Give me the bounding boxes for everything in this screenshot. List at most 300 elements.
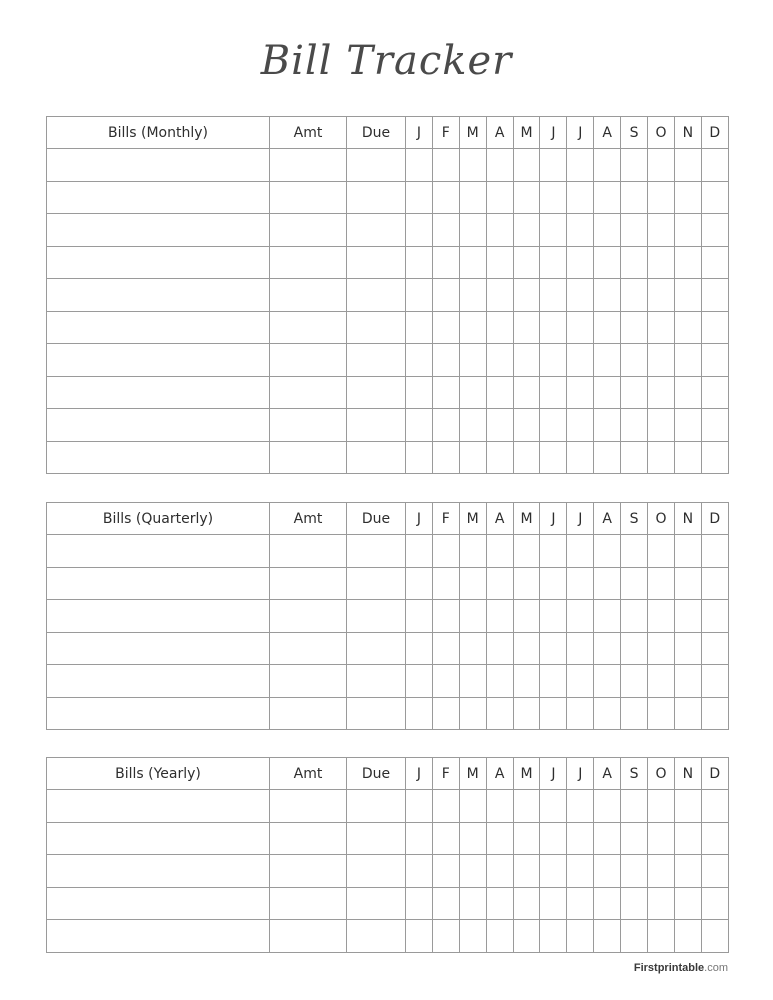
month-check-cell[interactable] <box>648 567 675 600</box>
month-check-cell[interactable] <box>701 214 728 247</box>
month-check-cell[interactable] <box>648 214 675 247</box>
month-check-cell[interactable] <box>648 149 675 182</box>
month-check-cell[interactable] <box>406 441 433 474</box>
month-check-cell[interactable] <box>459 887 486 920</box>
month-check-cell[interactable] <box>486 535 513 568</box>
month-check-cell[interactable] <box>540 920 567 953</box>
bill-name-cell[interactable] <box>47 441 270 474</box>
month-check-cell[interactable] <box>701 567 728 600</box>
month-check-cell[interactable] <box>459 376 486 409</box>
month-check-cell[interactable] <box>513 600 540 633</box>
month-check-cell[interactable] <box>432 214 459 247</box>
month-check-cell[interactable] <box>621 920 648 953</box>
month-check-cell[interactable] <box>459 409 486 442</box>
month-check-cell[interactable] <box>432 246 459 279</box>
amount-cell[interactable] <box>270 214 347 247</box>
amount-cell[interactable] <box>270 441 347 474</box>
amount-cell[interactable] <box>270 665 347 698</box>
month-check-cell[interactable] <box>513 214 540 247</box>
month-check-cell[interactable] <box>406 409 433 442</box>
month-check-cell[interactable] <box>406 567 433 600</box>
amount-cell[interactable] <box>270 567 347 600</box>
month-check-cell[interactable] <box>567 214 594 247</box>
month-check-cell[interactable] <box>406 311 433 344</box>
month-check-cell[interactable] <box>540 855 567 888</box>
month-check-cell[interactable] <box>674 567 701 600</box>
month-check-cell[interactable] <box>406 246 433 279</box>
due-date-cell[interactable] <box>347 632 406 665</box>
month-check-cell[interactable] <box>432 409 459 442</box>
month-check-cell[interactable] <box>648 665 675 698</box>
bill-name-cell[interactable] <box>47 149 270 182</box>
amount-cell[interactable] <box>270 409 347 442</box>
month-check-cell[interactable] <box>567 790 594 823</box>
month-check-cell[interactable] <box>540 149 567 182</box>
month-check-cell[interactable] <box>513 376 540 409</box>
month-check-cell[interactable] <box>621 409 648 442</box>
month-check-cell[interactable] <box>486 920 513 953</box>
due-date-cell[interactable] <box>347 665 406 698</box>
month-check-cell[interactable] <box>674 181 701 214</box>
month-check-cell[interactable] <box>540 567 567 600</box>
amount-cell[interactable] <box>270 822 347 855</box>
month-check-cell[interactable] <box>648 376 675 409</box>
month-check-cell[interactable] <box>648 311 675 344</box>
bill-name-cell[interactable] <box>47 920 270 953</box>
month-check-cell[interactable] <box>674 822 701 855</box>
month-check-cell[interactable] <box>621 567 648 600</box>
month-check-cell[interactable] <box>540 887 567 920</box>
month-check-cell[interactable] <box>406 920 433 953</box>
month-check-cell[interactable] <box>513 409 540 442</box>
month-check-cell[interactable] <box>594 311 621 344</box>
month-check-cell[interactable] <box>459 441 486 474</box>
month-check-cell[interactable] <box>621 214 648 247</box>
month-check-cell[interactable] <box>674 887 701 920</box>
month-check-cell[interactable] <box>674 665 701 698</box>
due-date-cell[interactable] <box>347 214 406 247</box>
month-check-cell[interactable] <box>594 790 621 823</box>
month-check-cell[interactable] <box>701 920 728 953</box>
month-check-cell[interactable] <box>459 344 486 377</box>
bill-name-cell[interactable] <box>47 887 270 920</box>
bill-name-cell[interactable] <box>47 311 270 344</box>
month-check-cell[interactable] <box>648 822 675 855</box>
month-check-cell[interactable] <box>432 535 459 568</box>
month-check-cell[interactable] <box>674 535 701 568</box>
month-check-cell[interactable] <box>594 279 621 312</box>
month-check-cell[interactable] <box>486 665 513 698</box>
month-check-cell[interactable] <box>567 822 594 855</box>
month-check-cell[interactable] <box>406 214 433 247</box>
month-check-cell[interactable] <box>513 441 540 474</box>
month-check-cell[interactable] <box>432 920 459 953</box>
month-check-cell[interactable] <box>648 441 675 474</box>
month-check-cell[interactable] <box>540 376 567 409</box>
month-check-cell[interactable] <box>513 855 540 888</box>
month-check-cell[interactable] <box>701 697 728 730</box>
month-check-cell[interactable] <box>648 790 675 823</box>
month-check-cell[interactable] <box>540 181 567 214</box>
month-check-cell[interactable] <box>621 311 648 344</box>
month-check-cell[interactable] <box>701 600 728 633</box>
month-check-cell[interactable] <box>621 246 648 279</box>
month-check-cell[interactable] <box>701 632 728 665</box>
month-check-cell[interactable] <box>594 822 621 855</box>
month-check-cell[interactable] <box>594 632 621 665</box>
month-check-cell[interactable] <box>513 181 540 214</box>
due-date-cell[interactable] <box>347 181 406 214</box>
month-check-cell[interactable] <box>406 376 433 409</box>
amount-cell[interactable] <box>270 311 347 344</box>
month-check-cell[interactable] <box>648 409 675 442</box>
month-check-cell[interactable] <box>621 600 648 633</box>
month-check-cell[interactable] <box>567 665 594 698</box>
month-check-cell[interactable] <box>513 344 540 377</box>
month-check-cell[interactable] <box>432 822 459 855</box>
month-check-cell[interactable] <box>567 376 594 409</box>
month-check-cell[interactable] <box>459 665 486 698</box>
month-check-cell[interactable] <box>648 344 675 377</box>
due-date-cell[interactable] <box>347 279 406 312</box>
amount-cell[interactable] <box>270 535 347 568</box>
month-check-cell[interactable] <box>406 887 433 920</box>
month-check-cell[interactable] <box>540 665 567 698</box>
month-check-cell[interactable] <box>567 279 594 312</box>
month-check-cell[interactable] <box>594 344 621 377</box>
due-date-cell[interactable] <box>347 600 406 633</box>
month-check-cell[interactable] <box>621 855 648 888</box>
month-check-cell[interactable] <box>486 181 513 214</box>
month-check-cell[interactable] <box>486 376 513 409</box>
month-check-cell[interactable] <box>674 920 701 953</box>
bill-name-cell[interactable] <box>47 535 270 568</box>
month-check-cell[interactable] <box>406 697 433 730</box>
month-check-cell[interactable] <box>432 887 459 920</box>
month-check-cell[interactable] <box>701 311 728 344</box>
month-check-cell[interactable] <box>621 665 648 698</box>
month-check-cell[interactable] <box>594 697 621 730</box>
amount-cell[interactable] <box>270 920 347 953</box>
month-check-cell[interactable] <box>594 376 621 409</box>
month-check-cell[interactable] <box>459 535 486 568</box>
due-date-cell[interactable] <box>347 790 406 823</box>
month-check-cell[interactable] <box>406 632 433 665</box>
month-check-cell[interactable] <box>486 409 513 442</box>
month-check-cell[interactable] <box>594 535 621 568</box>
month-check-cell[interactable] <box>406 600 433 633</box>
month-check-cell[interactable] <box>621 697 648 730</box>
due-date-cell[interactable] <box>347 697 406 730</box>
due-date-cell[interactable] <box>347 855 406 888</box>
month-check-cell[interactable] <box>567 887 594 920</box>
month-check-cell[interactable] <box>567 697 594 730</box>
amount-cell[interactable] <box>270 697 347 730</box>
month-check-cell[interactable] <box>621 790 648 823</box>
month-check-cell[interactable] <box>432 311 459 344</box>
month-check-cell[interactable] <box>594 441 621 474</box>
month-check-cell[interactable] <box>567 181 594 214</box>
month-check-cell[interactable] <box>513 697 540 730</box>
month-check-cell[interactable] <box>594 214 621 247</box>
due-date-cell[interactable] <box>347 535 406 568</box>
month-check-cell[interactable] <box>486 632 513 665</box>
month-check-cell[interactable] <box>594 920 621 953</box>
month-check-cell[interactable] <box>674 214 701 247</box>
month-check-cell[interactable] <box>567 441 594 474</box>
month-check-cell[interactable] <box>701 279 728 312</box>
month-check-cell[interactable] <box>513 790 540 823</box>
month-check-cell[interactable] <box>459 822 486 855</box>
month-check-cell[interactable] <box>513 279 540 312</box>
bill-name-cell[interactable] <box>47 246 270 279</box>
bill-name-cell[interactable] <box>47 567 270 600</box>
month-check-cell[interactable] <box>567 311 594 344</box>
amount-cell[interactable] <box>270 344 347 377</box>
due-date-cell[interactable] <box>347 920 406 953</box>
month-check-cell[interactable] <box>567 409 594 442</box>
month-check-cell[interactable] <box>513 632 540 665</box>
month-check-cell[interactable] <box>432 665 459 698</box>
month-check-cell[interactable] <box>567 149 594 182</box>
month-check-cell[interactable] <box>567 632 594 665</box>
month-check-cell[interactable] <box>486 246 513 279</box>
month-check-cell[interactable] <box>432 344 459 377</box>
month-check-cell[interactable] <box>406 535 433 568</box>
month-check-cell[interactable] <box>701 665 728 698</box>
due-date-cell[interactable] <box>347 246 406 279</box>
due-date-cell[interactable] <box>347 344 406 377</box>
month-check-cell[interactable] <box>701 790 728 823</box>
month-check-cell[interactable] <box>540 600 567 633</box>
month-check-cell[interactable] <box>674 311 701 344</box>
month-check-cell[interactable] <box>432 855 459 888</box>
month-check-cell[interactable] <box>540 535 567 568</box>
amount-cell[interactable] <box>270 855 347 888</box>
month-check-cell[interactable] <box>701 149 728 182</box>
month-check-cell[interactable] <box>621 279 648 312</box>
bill-name-cell[interactable] <box>47 697 270 730</box>
month-check-cell[interactable] <box>406 149 433 182</box>
month-check-cell[interactable] <box>648 855 675 888</box>
bill-name-cell[interactable] <box>47 632 270 665</box>
month-check-cell[interactable] <box>648 920 675 953</box>
month-check-cell[interactable] <box>459 311 486 344</box>
month-check-cell[interactable] <box>459 149 486 182</box>
month-check-cell[interactable] <box>486 822 513 855</box>
month-check-cell[interactable] <box>432 600 459 633</box>
month-check-cell[interactable] <box>701 344 728 377</box>
month-check-cell[interactable] <box>540 214 567 247</box>
month-check-cell[interactable] <box>674 855 701 888</box>
due-date-cell[interactable] <box>347 887 406 920</box>
month-check-cell[interactable] <box>567 567 594 600</box>
month-check-cell[interactable] <box>701 181 728 214</box>
amount-cell[interactable] <box>270 181 347 214</box>
month-check-cell[interactable] <box>621 441 648 474</box>
month-check-cell[interactable] <box>432 790 459 823</box>
month-check-cell[interactable] <box>674 409 701 442</box>
due-date-cell[interactable] <box>347 409 406 442</box>
month-check-cell[interactable] <box>459 920 486 953</box>
month-check-cell[interactable] <box>540 441 567 474</box>
month-check-cell[interactable] <box>701 535 728 568</box>
month-check-cell[interactable] <box>648 632 675 665</box>
month-check-cell[interactable] <box>486 279 513 312</box>
month-check-cell[interactable] <box>674 600 701 633</box>
bill-name-cell[interactable] <box>47 376 270 409</box>
month-check-cell[interactable] <box>621 535 648 568</box>
month-check-cell[interactable] <box>621 149 648 182</box>
month-check-cell[interactable] <box>513 246 540 279</box>
due-date-cell[interactable] <box>347 311 406 344</box>
month-check-cell[interactable] <box>540 409 567 442</box>
month-check-cell[interactable] <box>459 697 486 730</box>
bill-name-cell[interactable] <box>47 600 270 633</box>
month-check-cell[interactable] <box>567 344 594 377</box>
month-check-cell[interactable] <box>486 149 513 182</box>
amount-cell[interactable] <box>270 279 347 312</box>
month-check-cell[interactable] <box>406 790 433 823</box>
month-check-cell[interactable] <box>621 632 648 665</box>
bill-name-cell[interactable] <box>47 665 270 698</box>
month-check-cell[interactable] <box>701 441 728 474</box>
month-check-cell[interactable] <box>486 214 513 247</box>
month-check-cell[interactable] <box>513 567 540 600</box>
month-check-cell[interactable] <box>621 181 648 214</box>
month-check-cell[interactable] <box>567 920 594 953</box>
month-check-cell[interactable] <box>459 600 486 633</box>
month-check-cell[interactable] <box>674 376 701 409</box>
month-check-cell[interactable] <box>567 246 594 279</box>
month-check-cell[interactable] <box>594 665 621 698</box>
month-check-cell[interactable] <box>513 535 540 568</box>
month-check-cell[interactable] <box>459 181 486 214</box>
month-check-cell[interactable] <box>621 376 648 409</box>
month-check-cell[interactable] <box>513 311 540 344</box>
bill-name-cell[interactable] <box>47 214 270 247</box>
month-check-cell[interactable] <box>567 855 594 888</box>
month-check-cell[interactable] <box>701 822 728 855</box>
month-check-cell[interactable] <box>432 181 459 214</box>
month-check-cell[interactable] <box>432 697 459 730</box>
amount-cell[interactable] <box>270 246 347 279</box>
month-check-cell[interactable] <box>406 181 433 214</box>
month-check-cell[interactable] <box>459 279 486 312</box>
month-check-cell[interactable] <box>486 855 513 888</box>
bill-name-cell[interactable] <box>47 279 270 312</box>
due-date-cell[interactable] <box>347 149 406 182</box>
month-check-cell[interactable] <box>513 887 540 920</box>
month-check-cell[interactable] <box>406 822 433 855</box>
amount-cell[interactable] <box>270 376 347 409</box>
month-check-cell[interactable] <box>567 535 594 568</box>
month-check-cell[interactable] <box>486 311 513 344</box>
month-check-cell[interactable] <box>674 441 701 474</box>
month-check-cell[interactable] <box>540 344 567 377</box>
bill-name-cell[interactable] <box>47 790 270 823</box>
month-check-cell[interactable] <box>701 855 728 888</box>
month-check-cell[interactable] <box>648 246 675 279</box>
amount-cell[interactable] <box>270 632 347 665</box>
bill-name-cell[interactable] <box>47 822 270 855</box>
month-check-cell[interactable] <box>594 409 621 442</box>
month-check-cell[interactable] <box>513 149 540 182</box>
month-check-cell[interactable] <box>459 567 486 600</box>
month-check-cell[interactable] <box>701 409 728 442</box>
month-check-cell[interactable] <box>621 822 648 855</box>
month-check-cell[interactable] <box>648 535 675 568</box>
month-check-cell[interactable] <box>594 181 621 214</box>
month-check-cell[interactable] <box>674 149 701 182</box>
month-check-cell[interactable] <box>594 887 621 920</box>
month-check-cell[interactable] <box>648 279 675 312</box>
month-check-cell[interactable] <box>540 790 567 823</box>
month-check-cell[interactable] <box>701 246 728 279</box>
month-check-cell[interactable] <box>459 632 486 665</box>
month-check-cell[interactable] <box>567 600 594 633</box>
month-check-cell[interactable] <box>540 246 567 279</box>
month-check-cell[interactable] <box>406 344 433 377</box>
month-check-cell[interactable] <box>674 246 701 279</box>
month-check-cell[interactable] <box>648 181 675 214</box>
month-check-cell[interactable] <box>432 567 459 600</box>
month-check-cell[interactable] <box>406 279 433 312</box>
month-check-cell[interactable] <box>486 344 513 377</box>
month-check-cell[interactable] <box>594 149 621 182</box>
month-check-cell[interactable] <box>486 441 513 474</box>
month-check-cell[interactable] <box>459 855 486 888</box>
month-check-cell[interactable] <box>540 279 567 312</box>
month-check-cell[interactable] <box>674 790 701 823</box>
month-check-cell[interactable] <box>432 632 459 665</box>
month-check-cell[interactable] <box>674 697 701 730</box>
month-check-cell[interactable] <box>621 887 648 920</box>
month-check-cell[interactable] <box>513 822 540 855</box>
month-check-cell[interactable] <box>406 855 433 888</box>
due-date-cell[interactable] <box>347 441 406 474</box>
month-check-cell[interactable] <box>594 246 621 279</box>
month-check-cell[interactable] <box>486 887 513 920</box>
month-check-cell[interactable] <box>540 822 567 855</box>
due-date-cell[interactable] <box>347 567 406 600</box>
amount-cell[interactable] <box>270 600 347 633</box>
month-check-cell[interactable] <box>406 665 433 698</box>
amount-cell[interactable] <box>270 887 347 920</box>
due-date-cell[interactable] <box>347 376 406 409</box>
month-check-cell[interactable] <box>674 632 701 665</box>
month-check-cell[interactable] <box>486 697 513 730</box>
month-check-cell[interactable] <box>540 697 567 730</box>
month-check-cell[interactable] <box>648 600 675 633</box>
month-check-cell[interactable] <box>513 920 540 953</box>
month-check-cell[interactable] <box>594 567 621 600</box>
month-check-cell[interactable] <box>621 344 648 377</box>
month-check-cell[interactable] <box>432 441 459 474</box>
month-check-cell[interactable] <box>432 279 459 312</box>
month-check-cell[interactable] <box>540 311 567 344</box>
month-check-cell[interactable] <box>701 887 728 920</box>
month-check-cell[interactable] <box>486 790 513 823</box>
amount-cell[interactable] <box>270 149 347 182</box>
due-date-cell[interactable] <box>347 822 406 855</box>
month-check-cell[interactable] <box>432 149 459 182</box>
month-check-cell[interactable] <box>459 246 486 279</box>
bill-name-cell[interactable] <box>47 409 270 442</box>
month-check-cell[interactable] <box>648 697 675 730</box>
month-check-cell[interactable] <box>594 600 621 633</box>
month-check-cell[interactable] <box>459 214 486 247</box>
